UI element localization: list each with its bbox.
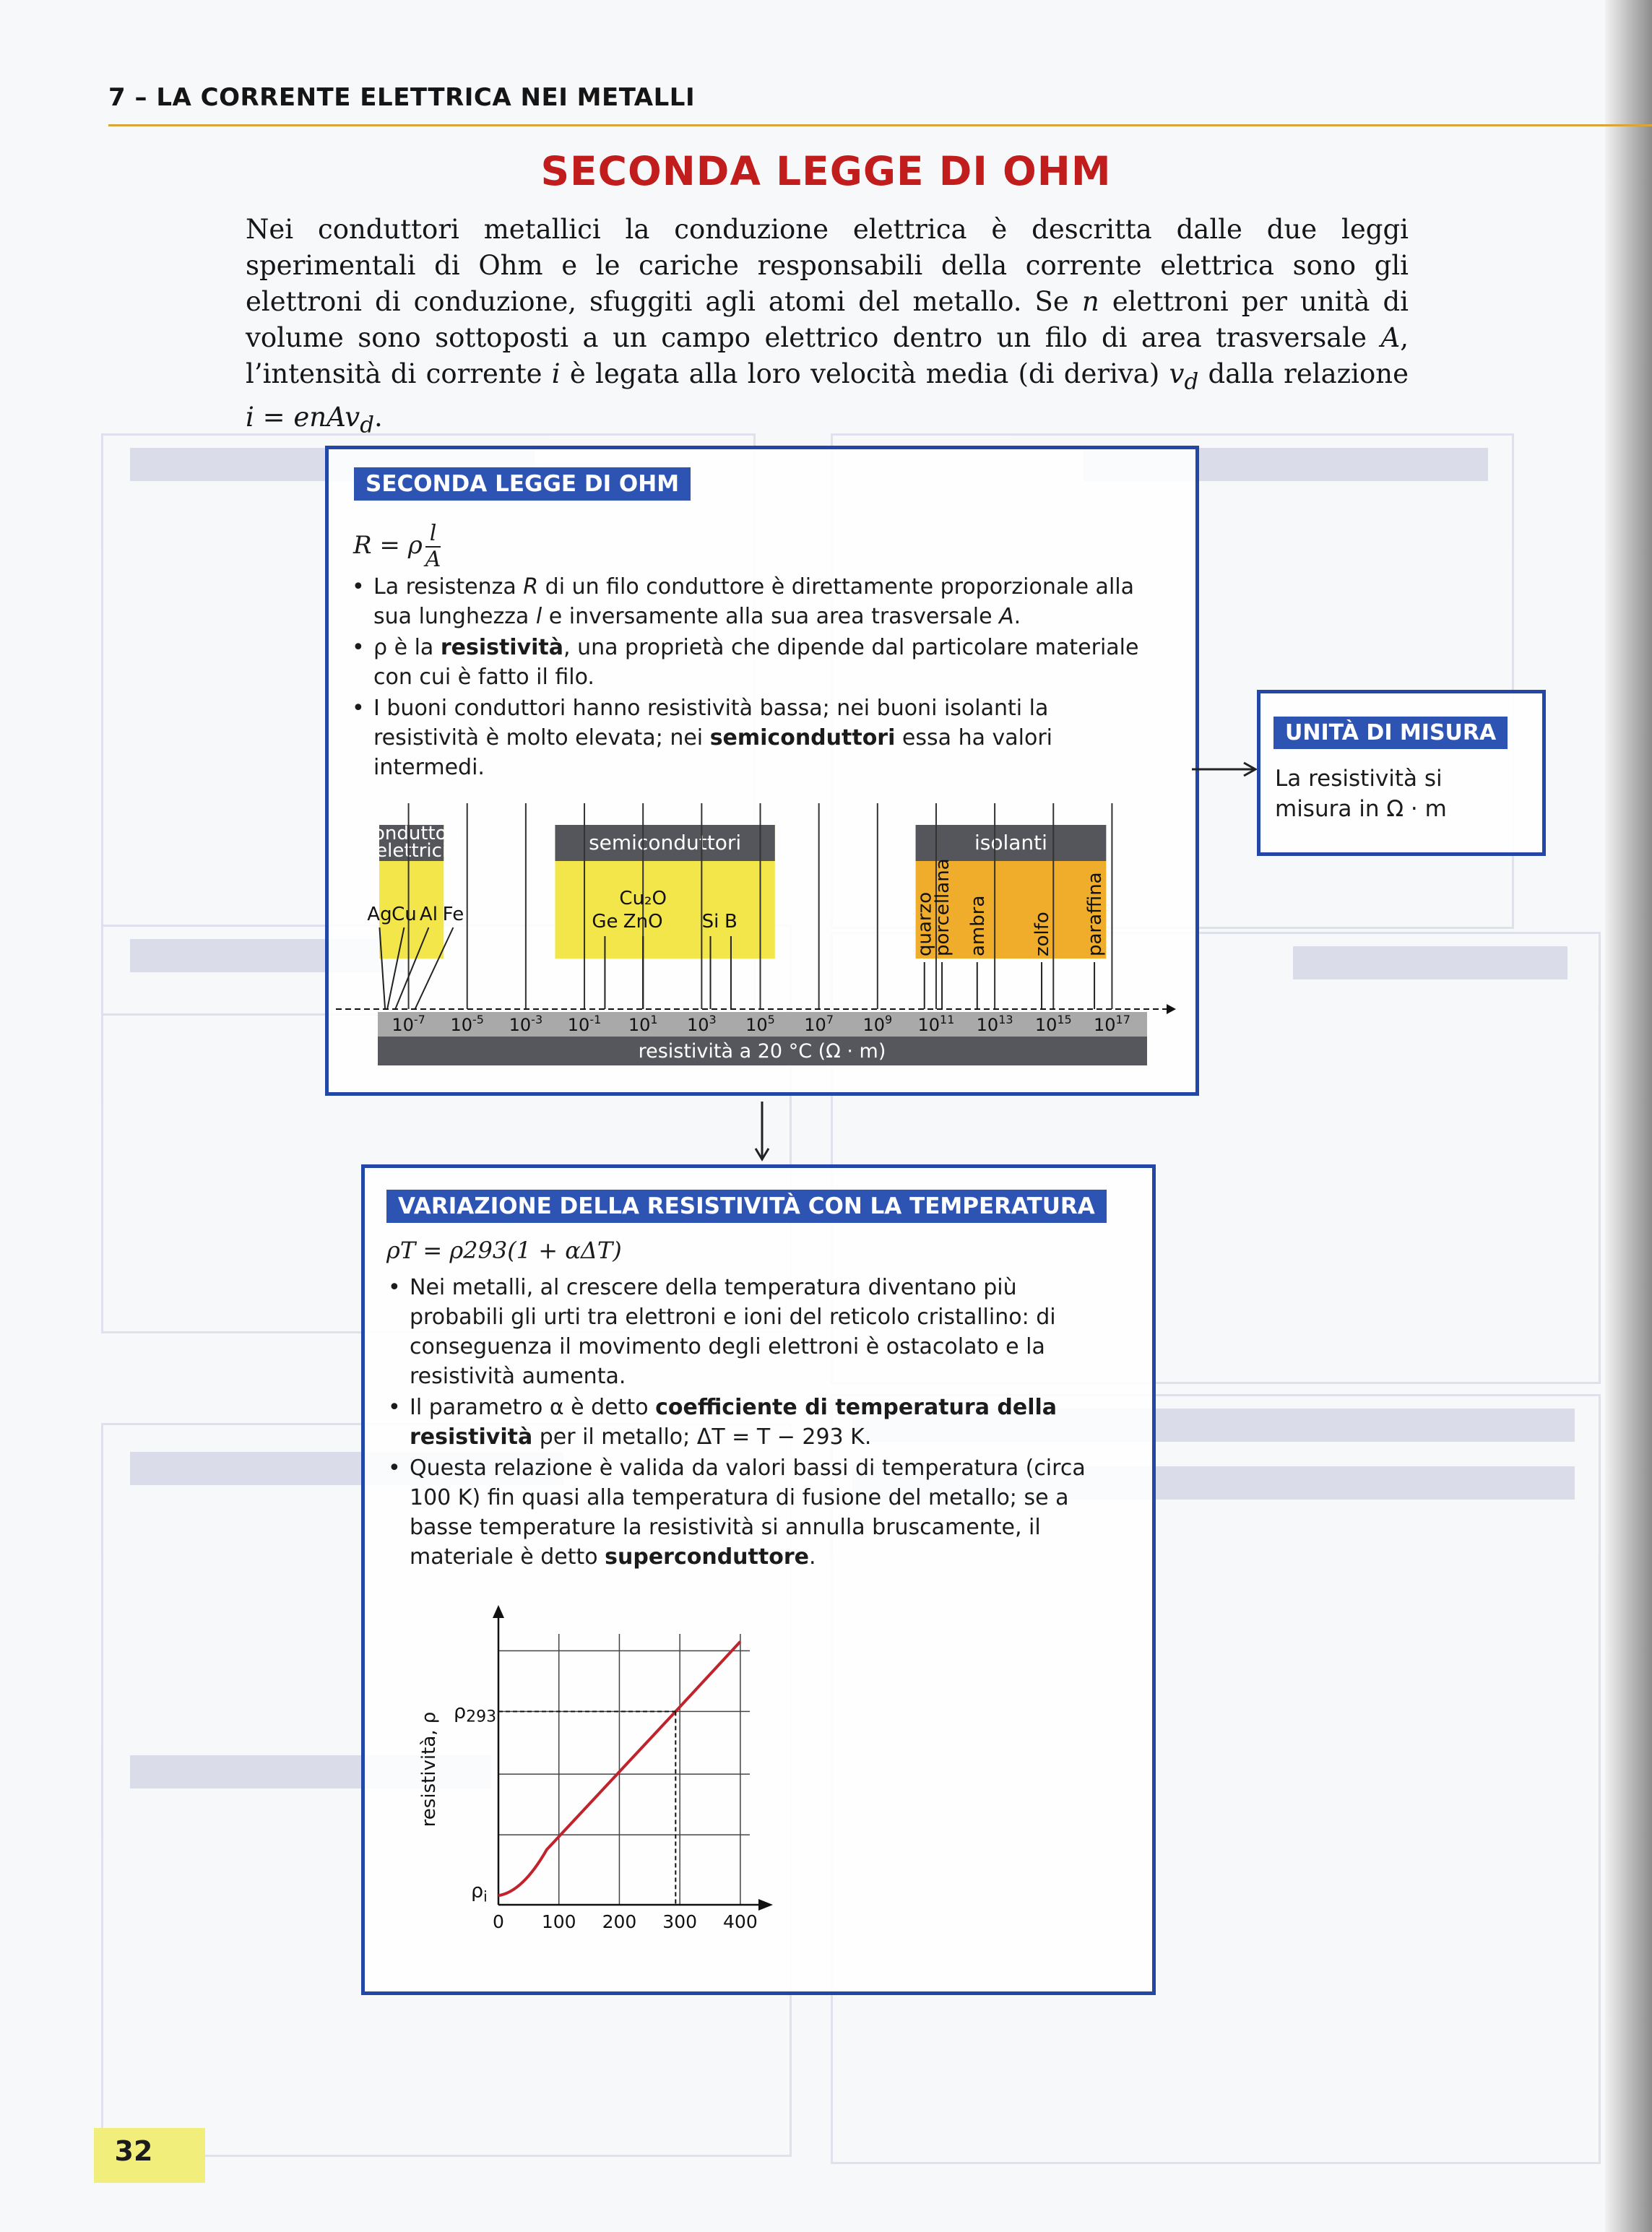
tick-label-10: $10^{13}$ xyxy=(976,1013,1013,1035)
x-axis-arrowhead xyxy=(758,1899,773,1911)
arrow-to-units xyxy=(1192,758,1260,780)
temperature-box-heading: VARIAZIONE DELLA RESISTIVITÀ CON LA TEMPERATURA xyxy=(386,1190,1107,1223)
material-label-5: Cu₂O xyxy=(619,888,667,909)
material-label-0: Ag xyxy=(367,904,392,925)
tick-label-8: $10^9$ xyxy=(862,1013,893,1035)
band-label-0-0: conduttori xyxy=(363,823,460,844)
material-label-12: zolfo xyxy=(1032,912,1054,956)
list-item: • La resistenza R di un filo conduttore è direttamente proporzionale alla sua lunghezza l e inversamente alla sua area trasversale A. xyxy=(350,572,1159,631)
tick-label-1: $10^{-5}$ xyxy=(450,1013,484,1035)
tick-label-9: $10^{11}$ xyxy=(917,1013,955,1035)
ohm-law-box xyxy=(325,446,1199,1096)
temperature-bullets xyxy=(386,1273,1116,1573)
page-edge-shadow xyxy=(1605,0,1652,2232)
resistivity-temperature-chart xyxy=(383,1547,787,1981)
material-label-9: quarzo xyxy=(914,891,936,956)
temperature-formula: ρT = ρ293(1 + αΔT) xyxy=(386,1237,622,1264)
tick-label-3: $10^{-1}$ xyxy=(567,1013,602,1035)
tick-label-7: $10^7$ xyxy=(804,1013,834,1035)
units-box-heading: UNITÀ DI MISURA xyxy=(1273,717,1508,749)
band-label-1: semiconduttori xyxy=(589,831,742,855)
tick-label-0: $10^{-7}$ xyxy=(392,1013,425,1035)
band-label-2: isolanti xyxy=(974,831,1047,855)
ohm-law-bullets xyxy=(350,572,1159,784)
band-label-0-1: elettrici xyxy=(376,840,448,862)
list-item: • Nei metalli, al crescere della temperatura diventano più probabili gli urti tra elettroni e ioni del reticolo cristallino: di conseguenza il movimento degli elettroni è ostacolato e la resistività aumenta. xyxy=(386,1273,1116,1391)
material-label-2: Al xyxy=(419,904,438,925)
rho-i-label: $\rho_i$ xyxy=(471,1880,488,1906)
tick-label-11: $10^{15}$ xyxy=(1034,1013,1072,1035)
x-tick-label-3: 300 xyxy=(662,1911,698,1932)
arrow-down xyxy=(751,1102,773,1163)
x-axis-arrowhead xyxy=(1167,1004,1176,1014)
x-tick-label-0: 0 xyxy=(493,1911,504,1932)
chapter-header: 7 – LA CORRENTE ELETTRICA NEI METALLI xyxy=(108,83,696,112)
x-tick-label-4: 400 xyxy=(723,1911,758,1932)
fraction-denominator: A xyxy=(425,547,441,572)
material-label-10: porcellana xyxy=(932,858,954,956)
intro-paragraph: Nei conduttori metallici la conduzione elettrica è descritta dalle due leggi sperimentali di Ohm e le cariche responsabili della corrente elettrica sono gli elettroni di conduzione, sfuggiti agli atomi del metallo. Se n elettroni per unità di volume sono sottoposti a un campo elettrico dentro un filo di area trasversale A, l’intensità di corrente i è legata alla loro velocità media (di deriva) $v_d$ dalla relazione i = enAv$_d$. xyxy=(246,214,1409,438)
page-number: 32 xyxy=(114,2135,153,2167)
tick-label-12: $10^{17}$ xyxy=(1093,1013,1130,1035)
material-label-8: B xyxy=(725,911,738,933)
x-tick-label-2: 200 xyxy=(602,1911,637,1932)
list-item: • Questa relazione è valida da valori bassi di temperatura (circa 100 K) fin quasi alla temperatura di fusione del metallo; se a basse temperature la resistività si annulla bruscamente, il materiale è detto superconduttore. xyxy=(386,1453,1116,1572)
y-axis-arrowhead xyxy=(493,1605,504,1618)
list-item: • ρ è la resistività, una proprietà che dipende dal particolare materiale con cui è fatto il filo. xyxy=(350,633,1159,692)
units-text: La resistività si misura in Ω · m xyxy=(1275,766,1447,822)
resistivity-scale-chart xyxy=(329,760,1188,1089)
temperature-box xyxy=(361,1164,1156,1995)
material-label-1: Cu xyxy=(392,904,417,925)
tick-label-2: $10^{-3}$ xyxy=(509,1013,543,1035)
tick-label-5: $10^3$ xyxy=(686,1013,717,1035)
material-label-11: ambra xyxy=(966,895,989,956)
material-label-3: Fe xyxy=(442,904,464,925)
tick-label-4: $10^1$ xyxy=(628,1013,658,1035)
material-label-7: Si xyxy=(701,911,719,933)
y-axis-title: resistività, ρ xyxy=(418,1711,440,1827)
x-tick-label-1: 100 xyxy=(541,1911,576,1932)
list-item: • Il parametro α è detto coefficiente di temperatura della resistività per il metallo; ΔT = T − 293 K. xyxy=(386,1393,1116,1452)
tick-label-6: $10^5$ xyxy=(745,1013,775,1035)
material-label-6: ZnO xyxy=(623,911,663,933)
page-title: SECONDA LEGGE DI OHM xyxy=(540,148,1112,194)
material-label-4: Ge xyxy=(592,911,618,933)
list-item: • I buoni conduttori hanno resistività bassa; nei buoni isolanti la resistività è molto elevata; nei semiconduttori essa ha valori intermedi. xyxy=(350,693,1159,782)
header-rule xyxy=(108,124,1652,126)
ohm-law-box-heading: SECONDA LEGGE DI OHM xyxy=(354,467,691,501)
rho293-label: ρ293 xyxy=(454,1700,497,1726)
material-label-13: paraffina xyxy=(1084,872,1107,956)
fraction-numerator: l xyxy=(425,522,441,548)
x-axis-title: resistività a 20 °C (Ω · m) xyxy=(638,1040,886,1063)
ohm-law-formula: R = ρ $\frac{l}{A}$ xyxy=(353,521,441,572)
units-box xyxy=(1257,690,1546,856)
